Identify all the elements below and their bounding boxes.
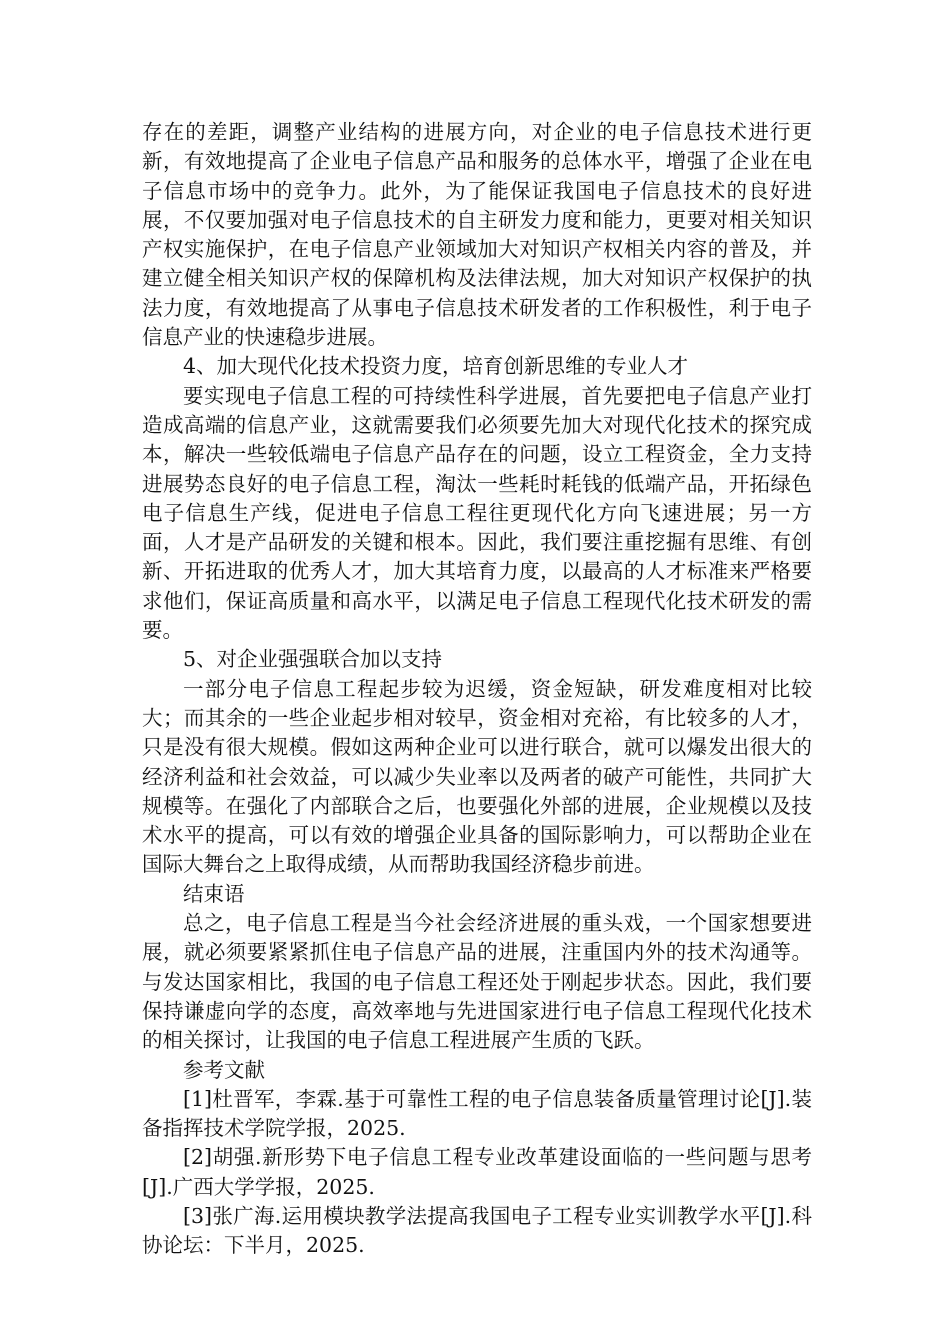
conclusion-title: 结束语	[183, 881, 245, 906]
paragraph-continued: 存在的差距，调整产业结构的进展方向，对企业的电子信息技术进行更新，有效地提高了企业电子信息产品和服务的总体水平，增强了企业在电子信息市场中的竞争力。此外，为了能保证我国电子信息技术的良好进展，不仅要加强对电子信息技术的自主研发力度和能力，更要对相关知识产权实施保护，在电子信息产业领域加大对知识产权相关内容的普及，并建立健全相关知识产权的保障机构及法律法规，加大对知识产权保护的执法力度，有效地提高了从事电子信息技术研发者的工作积极性，利于电子信息产业的快速稳步进展。	[142, 120, 812, 350]
reference-item-2: [2]胡强.新形势下电子信息工程专业改革建设面临的一些问题与思考[J].广西大学学报，2025.	[142, 1145, 812, 1199]
reference-item-1: [1]杜晋军，李霖.基于可靠性工程的电子信息装备质量管理讨论[J].装备指挥技术学院学报，2025.	[142, 1086, 812, 1141]
paragraph-section-5: 一部分电子信息工程起步较为迟缓，资金短缺，研发难度相对比较大；而其余的一些企业起步相对较早，资金相对充裕，有比较多的人才，只是没有很大规模。假如这两种企业可以进行联合，就可以爆发出很大的经济利益和社会效益，可以减少失业率以及两者的破产可能性，共同扩大规模等。在强化了内部联合之后，也要强化外部的进展，企业规模以及技术水平的提高，可以有效的增强企业具备的国际影响力，可以帮助企业在国际大舞台之上取得成绩，从而帮助我国经济稳步前进。	[142, 676, 812, 877]
conclusion-paragraph: 总之，电子信息工程是当今社会经济进展的重头戏，一个国家想要进展，就必须要紧紧抓住电子信息产品的进展，注重国内外的技术沟通等。与发达国家相比，我国的电子信息工程还处于刚起步状态。因此，我们要保持谦虚向学的态度，高效率地与先进国家进行电子信息工程现代化技术的相关探讨，让我国的电子信息工程进展产生质的飞跃。	[142, 911, 812, 1053]
section-heading-4: 4、加大现代化技术投资力度，培育创新思维的专业人才	[183, 354, 689, 379]
paragraph-section-4: 要实现电子信息工程的可持续性科学进展，首先要把电子信息产业打造成高端的信息产业，这就需要我们必须要先加大对现代化技术的探究成本，解决一些较低端电子信息产品存在的问题，设立工程资金，全力支持进展势态良好的电子信息工程，淘汰一些耗时耗钱的低端产品，开拓绿色电子信息生产线，促进电子信息工程往更现代化方向飞速进展；另一方面，人才是产品研发的关键和根本。因此，我们要注重挖掘有思维、有创新、开拓进取的优秀人才，加大其培育力度，以最高的人才标准来严格要求他们，保证高质量和高水平，以满足电子信息工程现代化技术研发的需要。	[142, 383, 812, 643]
section-heading-5: 5、对企业强强联合加以支持	[183, 647, 443, 672]
references-title: 参考文献	[183, 1057, 265, 1082]
document-page	[142, 118, 812, 1261]
reference-item-3: [3]张广海.运用模块教学法提高我国电子工程专业实训教学水平[J].科协论坛：下半月，2025.	[142, 1203, 812, 1258]
